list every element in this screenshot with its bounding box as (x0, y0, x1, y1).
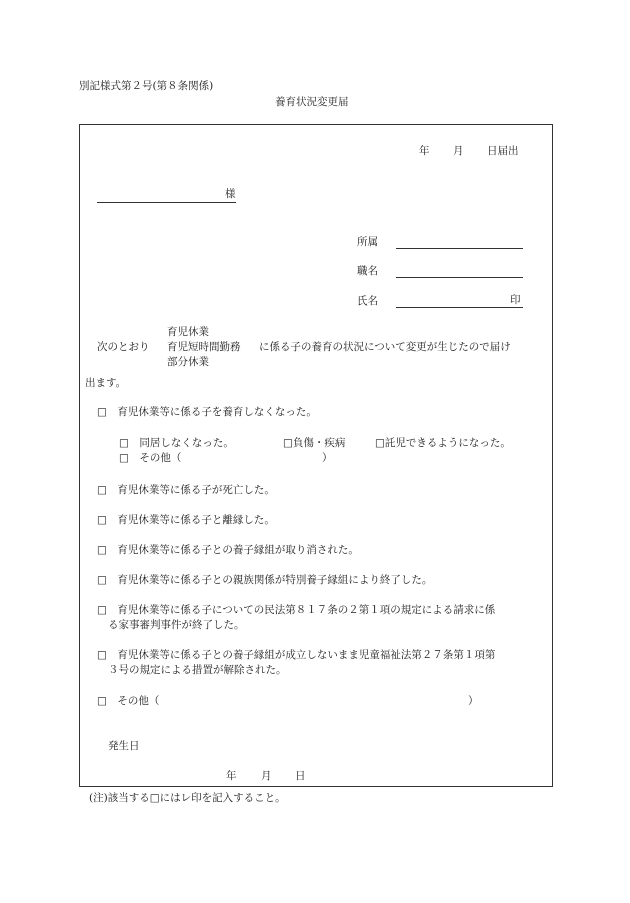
item-no-longer-caring[interactable]: □ 育児休業等に係る子を養育しなくなった。 (97, 406, 317, 418)
option-partial-leave: 部分休業 (167, 356, 209, 368)
occurrence-year-label: 年 (226, 770, 237, 782)
submit-year-label: 年 (419, 145, 430, 157)
option-childcare-leave: 育児休業 (167, 326, 209, 338)
occurrence-month-label: 月 (261, 770, 272, 782)
subitem-childcare-available[interactable]: □託児できるようになった。 (375, 437, 511, 449)
item-dissolved-adoption[interactable]: □ 育児休業等に係る子と離縁した。 (97, 514, 275, 526)
recipient-honorific: 様 (225, 188, 236, 200)
item-child-died[interactable]: □ 育児休業等に係る子が死亡した。 (97, 484, 275, 496)
subitem-other[interactable]: □ その他（ (119, 452, 182, 464)
option-short-hours: 育児短時間勤務 (167, 341, 241, 353)
item-welfare-measure-line2: ３号の規定による措置が解除された。 (108, 664, 287, 676)
name-line[interactable] (396, 307, 523, 308)
occurrence-day-label: 日 (295, 770, 306, 782)
item-adoption-cancelled[interactable]: □ 育児休業等に係る子との養子縁組が取り消された。 (97, 544, 359, 556)
statement-prefix: 次のとおり (97, 341, 150, 353)
subitem-other-close: ） (322, 452, 333, 464)
recipient-name-line[interactable] (97, 202, 236, 203)
position-line[interactable] (396, 277, 523, 278)
occurrence-label: 発生日 (108, 740, 140, 752)
item-welfare-measure-line1[interactable]: □ 育児休業等に係る子との養子縁組が成立しないまま児童福祉法第２７条第１項第 (97, 649, 496, 661)
footnote: (注)該当する□にはレ印を記入すること。 (89, 792, 286, 804)
form-number: 別記様式第２号(第８条関係) (79, 80, 214, 92)
statement-continuation: 出ます。 (85, 377, 127, 389)
item-special-adoption[interactable]: □ 育児休業等に係る子との親族関係が特別養子縁組により終了した。 (97, 574, 433, 586)
item-family-court-line2: る家事審判事件が終了した。 (108, 619, 245, 631)
item-family-court-line1[interactable]: □ 育児休業等に係る子についての民法第８１７条の２第１項の規定による請求に係 (97, 604, 496, 616)
position-label: 職名 (357, 265, 378, 277)
subitem-injury-illness[interactable]: □負傷・疾病 (283, 437, 346, 449)
seal-mark: 印 (510, 294, 521, 306)
item-other-close: ） (468, 695, 479, 707)
form-title: 養育状況変更届 (275, 96, 349, 108)
name-label: 氏名 (357, 295, 378, 307)
affiliation-label: 所属 (357, 236, 378, 248)
submit-month-label: 月 (453, 145, 464, 157)
subitem-not-living-together[interactable]: □ 同居しなくなった。 (119, 437, 234, 449)
statement-suffix: に係る子の養育の状況について変更が生じたので届け (259, 341, 511, 353)
item-other[interactable]: □ その他（ (97, 695, 160, 707)
submit-day-label: 日届出 (487, 145, 519, 157)
affiliation-line[interactable] (396, 248, 523, 249)
